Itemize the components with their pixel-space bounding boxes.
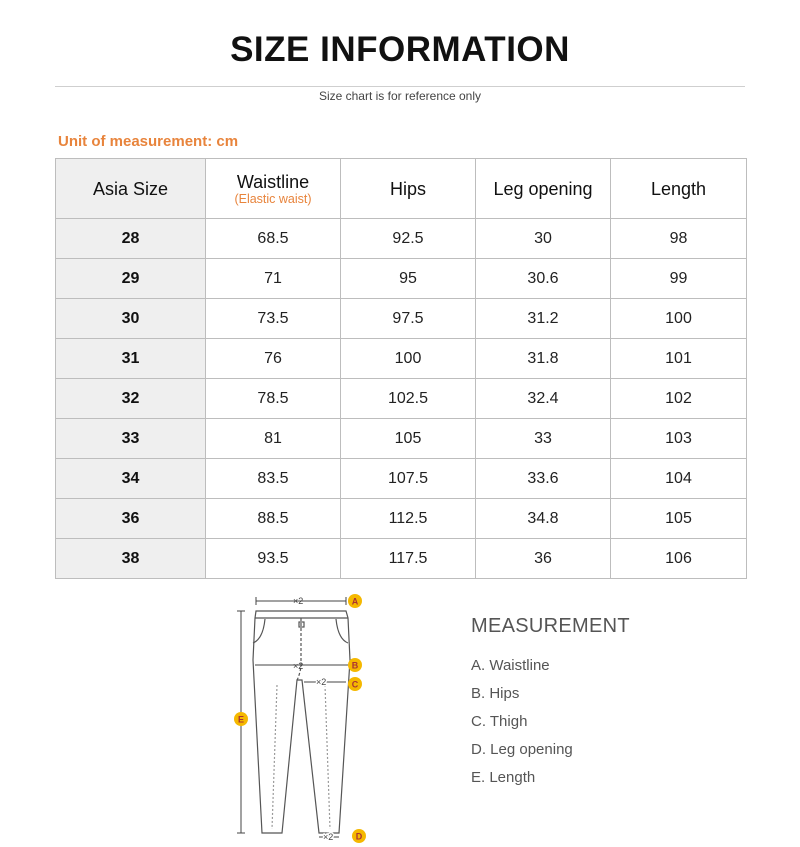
table-cell: 31.2 [476, 299, 611, 339]
measurement-item-length: E. Length [471, 769, 536, 786]
elastic-waist-note: (Elastic waist) [234, 192, 312, 206]
table-cell: 117.5 [341, 539, 476, 579]
size-cell: 36 [56, 499, 206, 539]
size-table [55, 158, 747, 579]
table-cell: 36 [476, 539, 611, 579]
multiplier-d: ×2 [323, 832, 334, 842]
column-header-leg-opening: Leg opening [476, 159, 611, 219]
table-row [56, 259, 747, 299]
title-divider [55, 86, 745, 87]
measurement-item-leg-opening: D. Leg opening [471, 741, 573, 758]
table-cell: 30 [476, 219, 611, 259]
marker-e: E [237, 714, 245, 725]
size-cell: 34 [56, 459, 206, 499]
size-cell: 29 [56, 259, 206, 299]
table-row [56, 339, 747, 379]
column-header-asia-size: Asia Size [56, 159, 206, 219]
table-row [56, 419, 747, 459]
table-cell: 102.5 [341, 379, 476, 419]
table-cell: 100 [611, 299, 747, 339]
table-cell: 97.5 [341, 299, 476, 339]
measurement-title: MEASUREMENT [471, 615, 630, 637]
table-cell: 105 [611, 499, 747, 539]
table-row [56, 219, 747, 259]
table-cell: 33.6 [476, 459, 611, 499]
table-cell: 100 [341, 339, 476, 379]
table-row [56, 499, 747, 539]
right-pocket [336, 619, 348, 643]
left-crease [272, 685, 277, 829]
measurement-item-hips: B. Hips [471, 685, 520, 702]
table-cell: 73.5 [206, 299, 341, 339]
marker-a: A [351, 596, 359, 607]
table-cell: 101 [611, 339, 747, 379]
size-cell: 38 [56, 539, 206, 579]
table-cell: 83.5 [206, 459, 341, 499]
marker-d: D [355, 831, 363, 842]
column-header-waistline: Waistline (Elastic waist) [206, 159, 341, 219]
table-cell: 107.5 [341, 459, 476, 499]
page-title: SIZE INFORMATION [230, 30, 570, 69]
unit-note: Unit of measurement: cm [58, 133, 239, 150]
table-cell: 92.5 [341, 219, 476, 259]
column-header-hips: Hips [341, 159, 476, 219]
table-row [56, 459, 747, 499]
table-cell: 33 [476, 419, 611, 459]
multiplier-b: ×2 [293, 661, 304, 671]
table-cell: 76 [206, 339, 341, 379]
table-header-row [56, 159, 747, 219]
size-cell: 28 [56, 219, 206, 259]
table-cell: 103 [611, 419, 747, 459]
table-cell: 99 [611, 259, 747, 299]
marker-b: B [351, 660, 359, 671]
table-cell: 88.5 [206, 499, 341, 539]
table-cell: 30.6 [476, 259, 611, 299]
table-cell: 98 [611, 219, 747, 259]
size-cell: 30 [56, 299, 206, 339]
multiplier-c: ×2 [316, 677, 327, 687]
table-cell: 71 [206, 259, 341, 299]
size-cell: 32 [56, 379, 206, 419]
table-cell: 105 [341, 419, 476, 459]
table-cell: 102 [611, 379, 747, 419]
size-cell: 33 [56, 419, 206, 459]
column-header-length: Length [611, 159, 747, 219]
marker-c: C [351, 679, 359, 690]
table-cell: 31.8 [476, 339, 611, 379]
page-subtitle: Size chart is for reference only [318, 89, 482, 103]
table-cell: 93.5 [206, 539, 341, 579]
measurement-item-waistline: A. Waistline [471, 657, 550, 674]
table-row [56, 299, 747, 339]
table-cell: 34.8 [476, 499, 611, 539]
measurement-item-thigh: C. Thigh [471, 713, 528, 730]
table-cell: 106 [611, 539, 747, 579]
table-row [56, 379, 747, 419]
measurement-list [471, 656, 573, 796]
table-cell: 78.5 [206, 379, 341, 419]
size-cell: 31 [56, 339, 206, 379]
table-cell: 32.4 [476, 379, 611, 419]
multiplier-a: ×2 [293, 596, 304, 606]
trousers-diagram [225, 585, 375, 847]
table-cell: 68.5 [206, 219, 341, 259]
table-cell: 104 [611, 459, 747, 499]
table-cell: 95 [341, 259, 476, 299]
table-cell: 81 [206, 419, 341, 459]
table-row [56, 539, 747, 579]
right-crease [325, 685, 330, 829]
table-cell: 112.5 [341, 499, 476, 539]
